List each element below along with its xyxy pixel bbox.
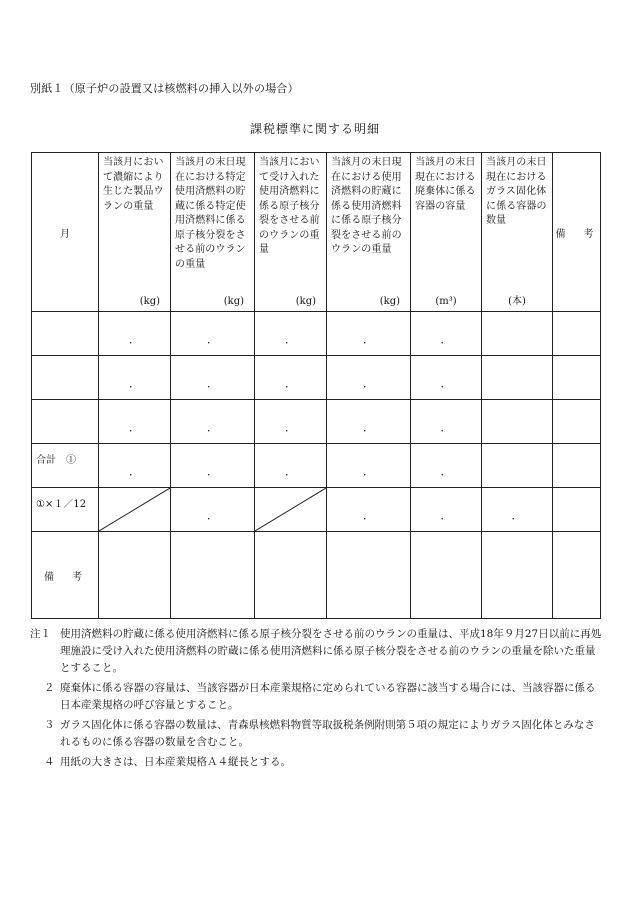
column-header <box>411 153 482 312</box>
column-header <box>171 153 255 312</box>
note-item <box>30 626 602 677</box>
notes-section <box>30 626 602 771</box>
value-cell[interactable] <box>482 400 553 444</box>
value-cell[interactable] <box>255 356 327 400</box>
month-cell[interactable] <box>32 400 99 444</box>
column-unit: (本) <box>508 296 526 307</box>
column-header <box>255 153 327 312</box>
decimal-point: ． <box>207 509 218 522</box>
note-text: 用紙の大きさは、日本産業規格Ａ４縦長とする。 <box>60 756 291 768</box>
decimal-point: ． <box>285 333 296 346</box>
column-unit: (kg) <box>139 296 160 307</box>
decimal-point: ． <box>129 333 140 346</box>
remarks-value-cell[interactable] <box>411 532 482 619</box>
value-cell[interactable] <box>171 312 255 356</box>
note-text: 廃棄体に係る容器の容量は、当該容器が日本産業規格に定められている容器に該当する場合には、当該容器に係る日本産業規格の呼び容量とすること。 <box>60 682 596 711</box>
not-applicable-cell <box>99 488 171 532</box>
decimal-point: ． <box>363 465 374 478</box>
value-cell[interactable] <box>99 444 171 488</box>
remarks-header: 備 考 <box>553 153 601 312</box>
value-cell[interactable] <box>411 312 482 356</box>
remarks-row-label: 備 考 <box>32 532 99 619</box>
month-header: 月 <box>32 153 99 312</box>
note-item <box>30 680 602 714</box>
value-cell[interactable] <box>171 444 255 488</box>
remarks-value-cell[interactable] <box>482 532 553 619</box>
decimal-point: ． <box>207 421 218 434</box>
value-cell[interactable] <box>255 312 327 356</box>
remarks-cell[interactable] <box>553 400 601 444</box>
value-cell[interactable] <box>255 444 327 488</box>
column-header-text: 当該月の末日現在における使用済燃料の貯蔵に係る使用済燃料に係る原子核分裂をさせる前のウランの重量 <box>331 157 402 255</box>
monthly-average-row <box>32 488 601 532</box>
value-cell[interactable] <box>411 400 482 444</box>
value-cell[interactable] <box>171 356 255 400</box>
remarks-row <box>32 532 601 619</box>
total-label: 合計 ① <box>32 444 99 488</box>
value-cell[interactable] <box>482 488 553 532</box>
column-header <box>99 153 171 312</box>
note-text: ガラス固化体に係る容器の数量は、青森県核燃料物質等取扱税条例附則第５項の規定によりガラス固化体とみなされるものに係る容器の数量を含むこと。 <box>60 719 595 748</box>
value-cell[interactable] <box>327 312 411 356</box>
detail-table <box>31 152 601 619</box>
decimal-point: ． <box>363 333 374 346</box>
decimal-point: ． <box>207 377 218 390</box>
decimal-point: ． <box>440 377 452 390</box>
month-cell[interactable] <box>32 312 99 356</box>
value-cell[interactable] <box>482 356 553 400</box>
table-row <box>32 356 601 400</box>
monthly-average-label: ①×１／12 <box>32 488 99 532</box>
diagonal-slash <box>99 488 170 531</box>
column-header-text: 当該月において濃縮により生じた製品ウランの重量 <box>103 157 164 212</box>
value-cell[interactable] <box>327 444 411 488</box>
column-unit: (kg) <box>295 296 316 307</box>
decimal-point: ． <box>207 465 218 478</box>
value-cell[interactable] <box>327 488 411 532</box>
header-row <box>32 153 601 312</box>
decimal-point: ． <box>363 509 374 522</box>
value-cell[interactable] <box>411 444 482 488</box>
decimal-point: ． <box>440 333 452 346</box>
decimal-point: ． <box>440 509 452 522</box>
table-row <box>32 312 601 356</box>
note-text: 使用済燃料の貯蔵に係る使用済燃料に係る原子核分裂をさせる前のウランの重量は、平成18年９月27日以前に再処理施設に受け入れた使用済燃料の貯蔵に係る使用済燃料に係る原子核分裂をさせる前のウランの重量を除いた重量とすること。 <box>60 628 602 674</box>
decimal-point: ． <box>207 333 218 346</box>
note-number: ４ <box>44 756 55 768</box>
value-cell[interactable] <box>171 488 255 532</box>
remarks-cell[interactable] <box>553 312 601 356</box>
note-item <box>30 717 602 751</box>
note-number: ３ <box>44 719 55 731</box>
remarks-value-cell[interactable] <box>99 532 171 619</box>
decimal-point: ． <box>363 377 374 390</box>
column-unit: (m³) <box>435 296 457 307</box>
column-header <box>327 153 411 312</box>
table-row <box>32 400 601 444</box>
note-item <box>30 754 602 771</box>
note-number: ２ <box>44 682 55 694</box>
remarks-value-cell[interactable] <box>171 532 255 619</box>
remarks-value-cell[interactable] <box>553 532 601 619</box>
remarks-value-cell[interactable] <box>327 532 411 619</box>
value-cell[interactable] <box>171 400 255 444</box>
value-cell[interactable] <box>99 356 171 400</box>
column-header-text: 当該月において受け入れた使用済燃料に係る原子核分裂をさせる前のウランの重量 <box>259 157 320 255</box>
value-cell[interactable] <box>99 312 171 356</box>
decimal-point: ． <box>285 377 296 390</box>
note-number: 注１ <box>30 628 51 640</box>
value-cell[interactable] <box>99 400 171 444</box>
total-row <box>32 444 601 488</box>
decimal-point: ． <box>129 465 140 478</box>
remarks-value-cell[interactable] <box>255 532 327 619</box>
decimal-point: ． <box>363 421 374 434</box>
value-cell[interactable] <box>482 312 553 356</box>
column-header-text: 当該月の末日現在における特定使用済燃料の貯蔵に係る特定使用済燃料に係る原子核分裂をさせる前のウランの重量 <box>175 157 246 270</box>
value-cell[interactable] <box>411 488 482 532</box>
value-cell[interactable] <box>411 356 482 400</box>
value-cell[interactable] <box>327 356 411 400</box>
remarks-cell[interactable] <box>553 356 601 400</box>
column-unit: (kg) <box>223 296 244 307</box>
column-header-text: 当該月の末日現在におけるガラス固化体に係る容器の数量 <box>486 157 547 226</box>
not-applicable-cell <box>255 488 327 532</box>
value-cell[interactable] <box>255 400 327 444</box>
decimal-point: ． <box>440 421 452 434</box>
value-cell[interactable] <box>327 400 411 444</box>
decimal-point: ． <box>285 465 296 478</box>
decimal-point: ． <box>285 421 296 434</box>
remarks-cell[interactable] <box>553 444 601 488</box>
column-unit: (kg) <box>379 296 400 307</box>
decimal-point: ． <box>129 377 140 390</box>
form-label: 別紙１（原子炉の設置又は核燃料の挿入以外の場合） <box>30 82 299 95</box>
decimal-point: ． <box>511 509 523 522</box>
diagonal-slash <box>255 488 326 531</box>
column-header-text: 当該月の末日現在における廃棄体に係る容器の容量 <box>415 157 476 212</box>
value-cell[interactable] <box>482 444 553 488</box>
document-title: 課税標準に関する明細 <box>249 122 380 136</box>
remarks-cell[interactable] <box>553 488 601 532</box>
column-header <box>482 153 553 312</box>
decimal-point: ． <box>440 465 452 478</box>
month-cell[interactable] <box>32 356 99 400</box>
decimal-point: ． <box>129 421 140 434</box>
